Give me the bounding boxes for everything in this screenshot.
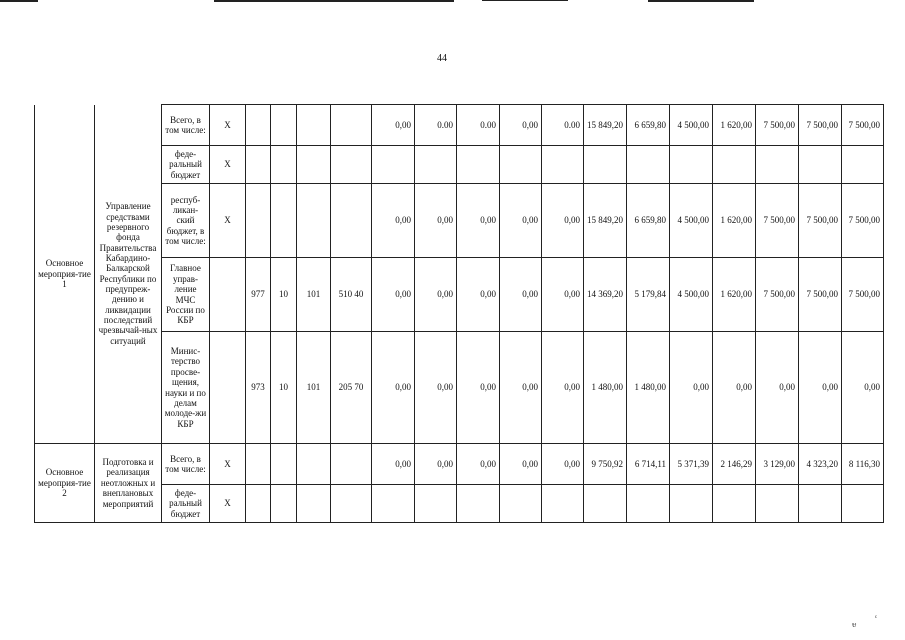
amount-cell: 3 129,00	[756, 444, 799, 485]
amount-cell: 7 500,00	[756, 184, 799, 258]
x-mark-cell	[210, 258, 246, 332]
amount-cell: 0,00	[542, 258, 584, 332]
rz-code-cell: 10	[271, 332, 297, 444]
amount-cell	[584, 485, 627, 523]
csr-code-cell	[331, 146, 372, 184]
amount-cell	[799, 485, 842, 523]
scan-edge-line	[0, 0, 38, 2]
grbs-code-cell: 977	[246, 258, 271, 332]
amount-cell: 2 146,29	[713, 444, 756, 485]
amount-cell	[799, 146, 842, 184]
pr-code-cell	[297, 105, 331, 146]
amount-cell	[584, 146, 627, 184]
row-label: респуб-ликан-ский бюджет, в том числе:	[162, 184, 210, 258]
amount-cell	[842, 146, 884, 184]
amount-cell: 0,00	[415, 184, 457, 258]
table-row	[35, 332, 884, 444]
amount-cell: 14 369,20	[584, 258, 627, 332]
amount-cell: 0,00	[500, 444, 542, 485]
grbs-code-cell: 973	[246, 332, 271, 444]
section-description: Управление средствами резервного фонда Правительства Кабардино-Балкарской Республики по предупреж-дению и ликвидации последствий чрезвычай-ных ситуаций	[95, 105, 162, 444]
row-label: феде-ральный бюджет	[162, 146, 210, 184]
grbs-code-cell	[246, 444, 271, 485]
row-label: Минис-терство просве-щения, науки и по делам молоде-жи КБР	[162, 332, 210, 444]
amount-cell	[415, 485, 457, 523]
amount-cell: 0,00	[713, 332, 756, 444]
section-name: Основное мероприя-тие 2	[35, 444, 95, 523]
amount-cell: 7 500,00	[842, 258, 884, 332]
grbs-code-cell	[246, 146, 271, 184]
amount-cell: 1 480,00	[627, 332, 670, 444]
amount-cell: 5 371,39	[670, 444, 713, 485]
row-label: Главное управ-ление МЧС России по КБР	[162, 258, 210, 332]
amount-cell: 0.00	[415, 105, 457, 146]
rz-code-cell	[271, 485, 297, 523]
table-row	[35, 105, 884, 146]
x-mark-cell: X	[210, 444, 246, 485]
page-number: 44	[437, 53, 447, 64]
csr-code-cell	[331, 105, 372, 146]
amount-cell: 9 750,92	[584, 444, 627, 485]
amount-cell	[542, 146, 584, 184]
amount-cell: 4 500,00	[670, 184, 713, 258]
csr-code-cell	[331, 485, 372, 523]
amount-cell: 0,00	[372, 258, 415, 332]
csr-code-cell	[331, 444, 372, 485]
amount-cell	[670, 485, 713, 523]
section-name: Основное мероприя-тие 1	[35, 105, 95, 444]
amount-cell: 6 714,11	[627, 444, 670, 485]
grbs-code-cell	[246, 184, 271, 258]
amount-cell	[627, 485, 670, 523]
x-mark-cell: X	[210, 485, 246, 523]
amount-cell: 1 480,00	[584, 332, 627, 444]
amount-cell: 7 500,00	[842, 105, 884, 146]
amount-cell	[627, 146, 670, 184]
amount-cell: 0,00	[842, 332, 884, 444]
amount-cell	[457, 146, 500, 184]
amount-cell	[500, 146, 542, 184]
scan-artifact-mark: ᶜ	[875, 613, 878, 622]
amount-cell: 5 179,84	[627, 258, 670, 332]
amount-cell: 0,00	[415, 332, 457, 444]
amount-cell: 15 849,20	[584, 105, 627, 146]
pr-code-cell	[297, 184, 331, 258]
pr-code-cell	[297, 146, 331, 184]
amount-cell: 0,00	[457, 258, 500, 332]
amount-cell	[372, 146, 415, 184]
row-label: Всего, в том числе:	[162, 444, 210, 485]
amount-cell: 15 849,20	[584, 184, 627, 258]
amount-cell: 7 500,00	[842, 184, 884, 258]
amount-cell: 0,00	[670, 332, 713, 444]
amount-cell: 0,00	[756, 332, 799, 444]
amount-cell: 0,00	[500, 258, 542, 332]
rz-code-cell	[271, 444, 297, 485]
amount-cell	[500, 485, 542, 523]
amount-cell: 7 500,00	[799, 105, 842, 146]
table-row	[35, 146, 884, 184]
csr-code-cell	[331, 184, 372, 258]
scan-artifact-mark: ᵾ	[852, 620, 857, 629]
amount-cell: 0,00	[372, 444, 415, 485]
amount-cell: 7 500,00	[799, 184, 842, 258]
amount-cell: 6 659,80	[627, 105, 670, 146]
amount-cell	[756, 485, 799, 523]
csr-code-cell: 510 40	[331, 258, 372, 332]
amount-cell	[670, 146, 713, 184]
pr-code-cell: 101	[297, 332, 331, 444]
amount-cell	[415, 146, 457, 184]
amount-cell	[713, 146, 756, 184]
amount-cell	[457, 485, 500, 523]
amount-cell: 0,00	[372, 105, 415, 146]
x-mark-cell: X	[210, 184, 246, 258]
amount-cell: 0,00	[542, 332, 584, 444]
table-row	[35, 444, 884, 485]
amount-cell: 7 500,00	[756, 105, 799, 146]
amount-cell: 0,00	[799, 332, 842, 444]
table-row	[35, 184, 884, 258]
amount-cell	[372, 485, 415, 523]
pr-code-cell	[297, 444, 331, 485]
amount-cell: 0,00	[542, 444, 584, 485]
amount-cell	[842, 485, 884, 523]
amount-cell: 0,00	[500, 105, 542, 146]
table-row	[35, 485, 884, 523]
amount-cell: 4 500,00	[670, 258, 713, 332]
grbs-code-cell	[246, 105, 271, 146]
rz-code-cell	[271, 184, 297, 258]
amount-cell	[756, 146, 799, 184]
x-mark-cell: X	[210, 105, 246, 146]
x-mark-cell	[210, 332, 246, 444]
amount-cell: 8 116,30	[842, 444, 884, 485]
amount-cell: 1 620,00	[713, 258, 756, 332]
budget-table	[34, 104, 884, 523]
amount-cell: 7 500,00	[799, 258, 842, 332]
table-row	[35, 258, 884, 332]
amount-cell: 0,00	[500, 184, 542, 258]
amount-cell: 0,00	[457, 332, 500, 444]
amount-cell: 1 620,00	[713, 184, 756, 258]
scan-edge-line	[648, 0, 754, 2]
amount-cell: 0,00	[457, 444, 500, 485]
amount-cell	[713, 485, 756, 523]
scan-edge-line	[214, 0, 454, 2]
amount-cell: 0,00	[415, 444, 457, 485]
rz-code-cell: 10	[271, 258, 297, 332]
csr-code-cell: 205 70	[331, 332, 372, 444]
row-label: феде-ральный бюджет	[162, 485, 210, 523]
amount-cell	[542, 485, 584, 523]
amount-cell: 0,00	[372, 332, 415, 444]
amount-cell: 0,00	[372, 184, 415, 258]
scan-edge-line	[482, 0, 568, 1]
amount-cell: 0,00	[457, 184, 500, 258]
grbs-code-cell	[246, 485, 271, 523]
amount-cell: 0.00	[457, 105, 500, 146]
amount-cell: 0,00	[500, 332, 542, 444]
rz-code-cell	[271, 105, 297, 146]
amount-cell: 6 659,80	[627, 184, 670, 258]
amount-cell: 1 620,00	[713, 105, 756, 146]
amount-cell: 0,00	[542, 184, 584, 258]
amount-cell: 4 500,00	[670, 105, 713, 146]
row-label: Всего, в том числе:	[162, 105, 210, 146]
pr-code-cell	[297, 485, 331, 523]
x-mark-cell: X	[210, 146, 246, 184]
rz-code-cell	[271, 146, 297, 184]
amount-cell: 0,00	[415, 258, 457, 332]
amount-cell: 4 323,20	[799, 444, 842, 485]
amount-cell: 0.00	[542, 105, 584, 146]
section-description: Подготовка и реализация неотложных и внеплановых мероприятий	[95, 444, 162, 523]
amount-cell: 7 500,00	[756, 258, 799, 332]
pr-code-cell: 101	[297, 258, 331, 332]
